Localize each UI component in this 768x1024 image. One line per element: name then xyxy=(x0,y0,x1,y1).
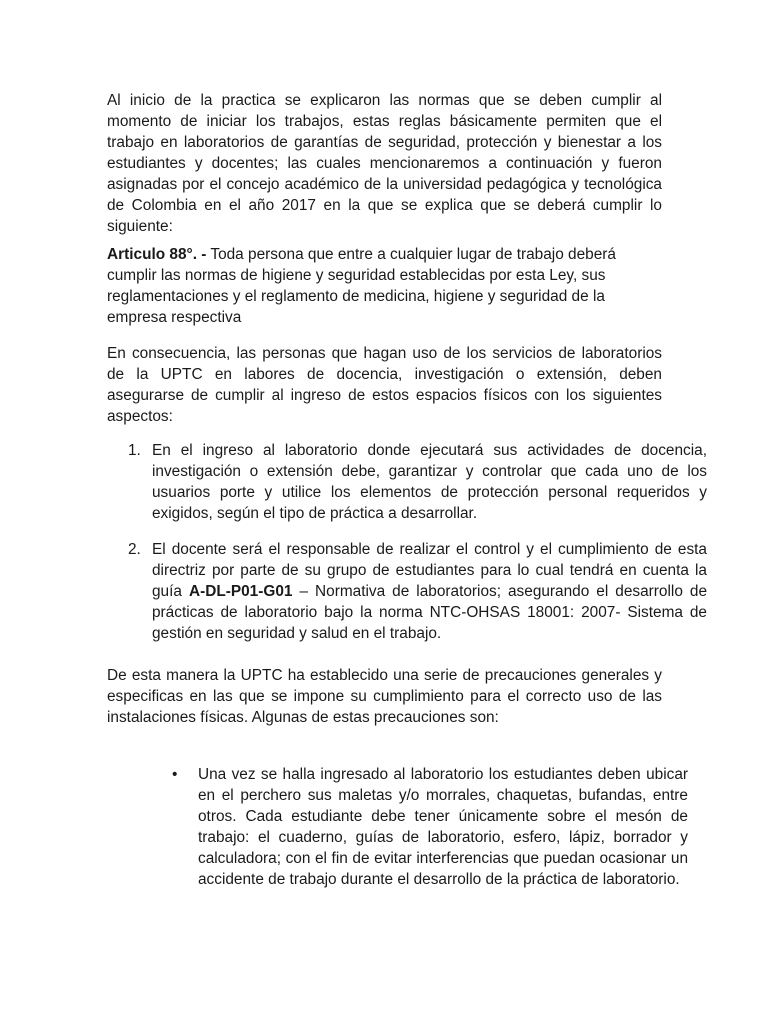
bullet-list-item xyxy=(172,764,688,890)
article-heading: Articulo 88°. - xyxy=(107,246,207,263)
consequence-paragraph: En consecuencia, las personas que hagan uso de los servicios de laboratorios de la UPTC en labores de docencia, investigación o extensión, deben asegurarse de cumplir al ingreso de estos espacios físicos con los siguientes aspectos: xyxy=(107,345,662,425)
list-marker: 2. xyxy=(128,541,141,558)
bullet-item-text: Una vez se halla ingresado al laboratorio los estudiantes deben ubicar en el perchero sus maletas y/o morrales, chaquetas, bufandas, entre otros. Cada estudiante debe tener únicamente sobre el mesón de trabajo: el cuaderno, guías de laboratorio, esfero, lápiz, borrador y calculadora; con el fin de evitar interferencias que puedan ocasionar un accidente de trabajo durante el desarrollo de la práctica de laboratorio. xyxy=(198,766,688,888)
article-body: Toda persona que entre a cualquier lugar de trabajo deberá cumplir las normas de higiene y seguridad establecidas por esta Ley, sus reglamentaciones y el reglamento de medicina, higiene y seguridad de la empresa respectiva xyxy=(107,246,616,326)
list-item-text: En el ingreso al laboratorio donde ejecutará sus actividades de docencia, investigación o extensión debe, garantizar y controlar que cada uno de los usuarios porte y utilice los elementos de protección personal requeridos y exigidos, según el tipo de práctica a desarrollar. xyxy=(152,442,707,522)
intro-paragraph: Al inicio de la practica se explicaron las normas que se deben cumplir al momento de iniciar los trabajos, estas reglas básicamente permiten que el trabajo en laboratorios de garantías de seguridad, protección y bienestar a los estudiantes y docentes; las cuales mencionaremos a continuación y fueron asignadas por el concejo académico de la universidad pedagógica y tecnológica de Colombia en el año 2017 en la que se explica que se deberá cumplir lo siguiente: xyxy=(107,92,662,235)
list-item-text xyxy=(152,539,707,644)
bullet-marker: • xyxy=(172,766,178,783)
list-item-text-before: El docente será el responsable de realizar el control y el cumplimiento de esta directriz por parte de su grupo de estudiantes para lo cual tendrá en cuenta la guía xyxy=(152,541,707,600)
list-item-text-after: – Normativa de laboratorios; asegurando el desarrollo de prácticas de laboratorio bajo la norma NTC-OHSAS 18001: 2007- Sistema de gestión en seguridad y salud en el trabajo. xyxy=(152,583,708,642)
guide-code: A-DL-P01-G01 xyxy=(188,583,293,600)
precautions-paragraph: De esta manera la UPTC ha establecido una serie de precauciones generales y especificas en las que se impone su cumplimiento para el correcto uso de las instalaciones físicas. Algunas de estas precauciones son: xyxy=(107,667,662,726)
list-item xyxy=(107,440,707,524)
list-marker: 1. xyxy=(128,442,141,459)
list-item xyxy=(107,539,707,644)
article-paragraph xyxy=(107,244,662,328)
